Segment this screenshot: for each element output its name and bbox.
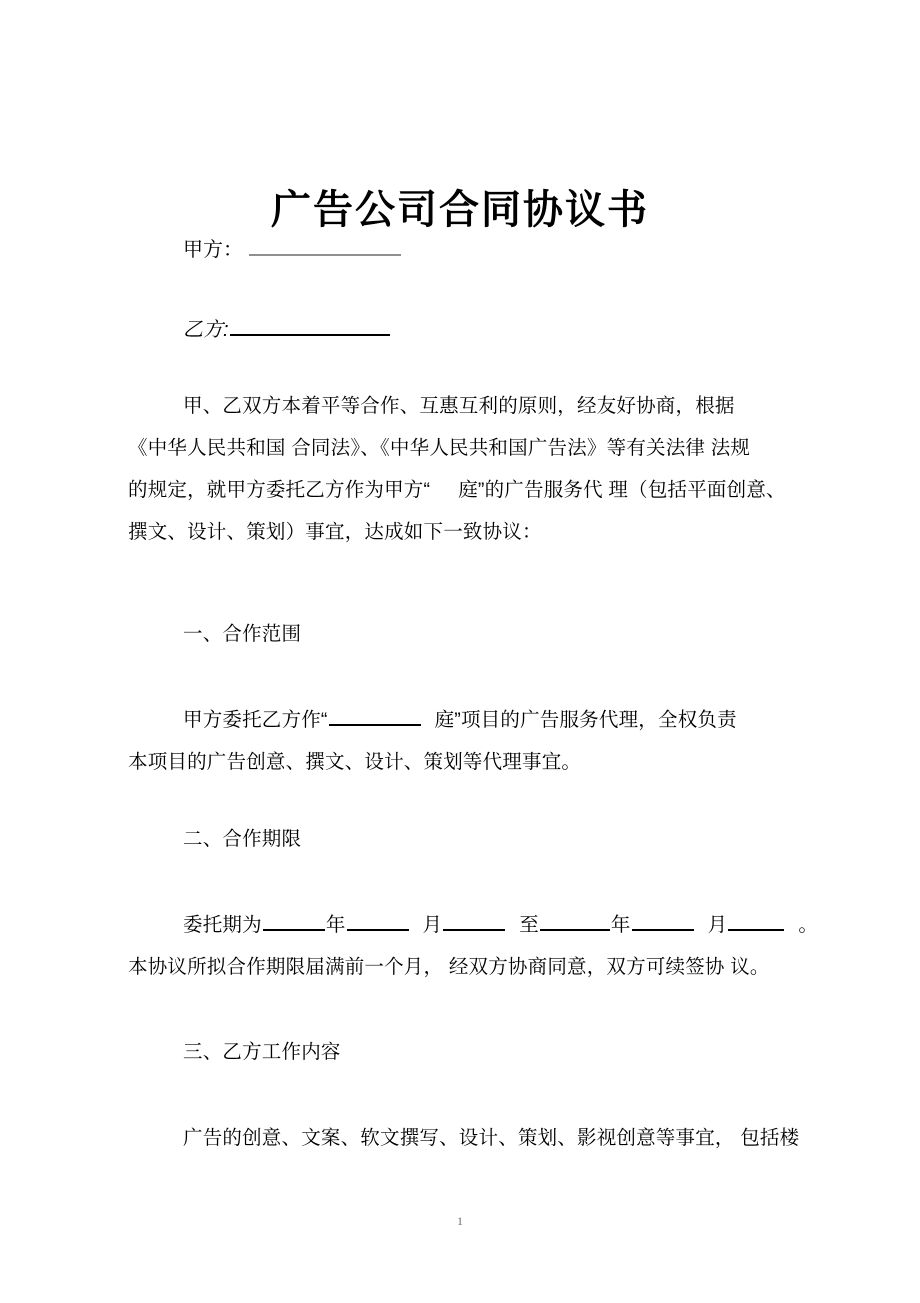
page-title: 广告公司合同协议书 [271,187,649,232]
preamble-line-4: 撰文、设计、策划）事宜，达成如下一致协议： [128,521,542,543]
section-1-line-1 [128,699,900,741]
party-row-first [183,236,883,264]
term-period: 。 [798,914,819,936]
section-1-line-1-before: 甲方委托乙方作“ [183,709,328,731]
term-start-month-field[interactable] [347,912,409,931]
section-2-line-1 [128,904,900,946]
preamble-line-3-after: 庭”的广告服务代 理（包括平面创意、 [458,479,786,501]
section-work-content [128,1031,900,1159]
term-prefix-label: 委托期为 [183,914,262,936]
spacer [128,655,900,699]
party-a-label: 甲方： [183,239,243,261]
section-heading-3: 三、乙方工作内容 [183,1041,341,1063]
preamble-line-2: 《中华人民共和国 合同法》、《中华人民共和国广告法》等有关法律 法规 [128,437,751,459]
section-scope [128,613,900,783]
term-end-month-field[interactable] [632,912,694,931]
section-1-project-blank[interactable] [329,707,421,726]
section-1-line-1-after: 庭”项目的广告服务代理，全权负责 [434,709,737,731]
preamble-line-3-before: 的规定，就甲方委托乙方作为甲方“ [128,479,431,501]
preamble-line-3 [128,469,900,511]
term-end-year-field[interactable] [540,912,610,931]
term-start-day-field[interactable] [443,912,505,931]
page-number: 1 [457,1214,463,1228]
party-row-second [183,316,883,344]
section-1-line-2: 本项目的广告创意、撰文、设计、策划等代理事宜。 [128,751,582,773]
term-year-unit-1: 年 [325,914,346,936]
term-year-unit-2: 年 [610,914,631,936]
spacer [128,1073,900,1117]
section-3-line-1: 广告的创意、文案、软文撰写、设计、策划、影视创意等事宜， 包括楼 [183,1127,800,1149]
party-b-blank-field[interactable] [230,316,390,336]
section-2-line-2: 本协议所拟合作期限届满前一个月， 经双方协商同意，双方可续签协 议。 [128,956,770,978]
term-to-label: 至 [519,914,539,936]
term-start-year-field[interactable] [263,912,325,931]
term-month-unit-2: 月 [707,914,728,936]
term-month-unit-1: 月 [422,914,443,936]
party-a-blank-field[interactable] [249,236,401,256]
preamble-line-1: 甲、乙双方本着平等合作、互惠互利的原则，经友好协商，根据 [183,395,735,417]
party-block [183,236,883,396]
party-b-label: 乙方: [183,319,229,341]
section-term [128,818,900,988]
preamble-block [128,385,900,553]
section-heading-2: 二、合作期限 [183,828,302,850]
term-end-day-field[interactable] [728,912,784,931]
section-heading-1: 一、合作范围 [183,623,302,645]
spacer [128,860,900,904]
